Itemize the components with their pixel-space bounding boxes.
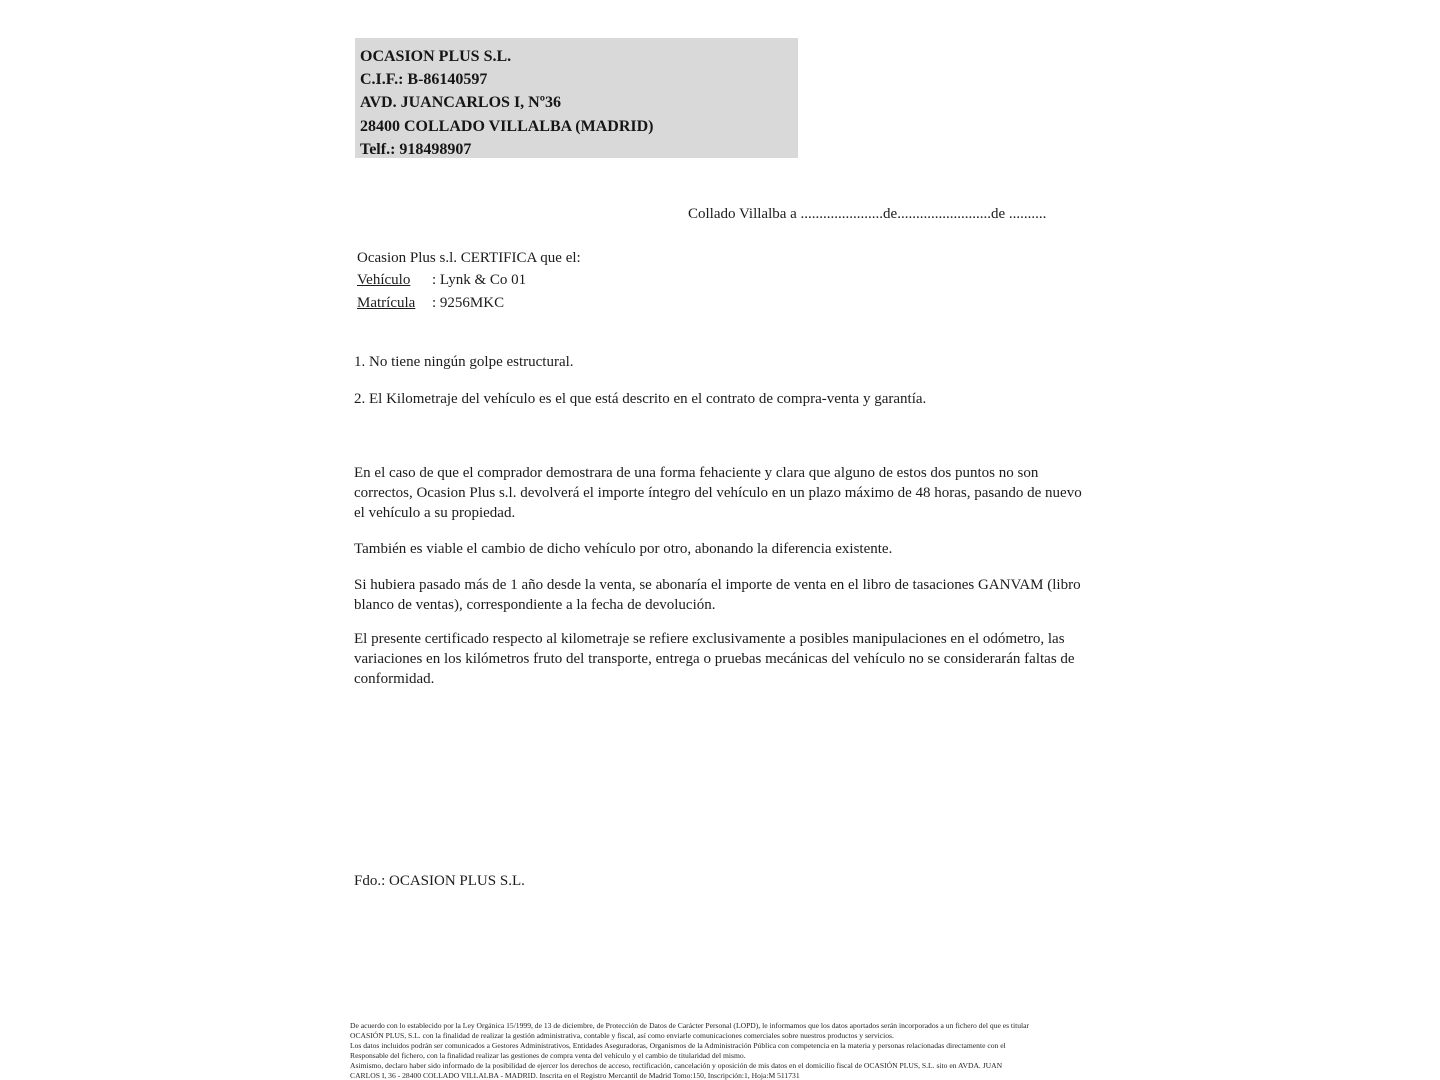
refund-paragraph: En el caso de que el comprador demostrara de una forma fehaciente y clara que alguno de estos dos puntos no son correctos, Ocasion Plus s.l. devolverá el importe íntegro del vehículo en un plazo máximo de 48 horas, pasando de nuevo el vehículo a su propiedad. (354, 465, 1082, 521)
condition-item-2: 2. El Kilometraje del vehículo es el que está descrito en el contrato de compra-venta y garantía. (354, 391, 927, 407)
company-phone: Telf.: 918498907 (360, 140, 472, 158)
company-address: AVD. JUANCARLOS I, Nº36 (360, 94, 562, 112)
legal-footer-line: Responsable del fichero, con la finalidad realizar las gestiones de compra venta del vehículo y el cambio de titularidad del mismo. (350, 1051, 746, 1060)
plate-row (357, 292, 581, 314)
company-city: 28400 COLLADO VILLALBA (MADRID) (360, 117, 654, 135)
company-header-block (355, 38, 798, 158)
condition-item-1: 1. No tiene ningún golpe estructural. (354, 354, 574, 370)
date-line: Collado Villalba a ......................de.........................de .......... (688, 206, 1047, 222)
certification-intro: Ocasion Plus s.l. CERTIFICA que el: (357, 250, 581, 266)
legal-footer (350, 1021, 1029, 1080)
plate-value: : 9256MKC (432, 294, 505, 311)
plate-label: Matrícula (357, 294, 416, 311)
vehicle-row (357, 269, 581, 291)
legal-footer-line: Asimismo, declaro haber sido informado de la posibilidad de ejercer los derechos de acceso, rectificación, cancelación y oposición de mis datos en el domicilio fiscal de OCASIÓN PLUS, S.L. sito en AVDA. JUAN (350, 1061, 1003, 1070)
signature-line: Fdo.: OCASION PLUS S.L. (354, 873, 525, 889)
ganvam-paragraph: Si hubiera pasado más de 1 año desde la venta, se abonaría el importe de venta en el libro de tasaciones GANVAM (libro blanco de ventas), correspondiente a la fecha de devolución. (354, 577, 1081, 613)
legal-footer-line: De acuerdo con lo establecido por la Ley Orgánica 15/1999, de 13 de diciembre, de Protección de Datos de Carácter Personal (LOPD), le informamos que los datos aportados serán incorporados a un fichero del que es titular (350, 1021, 1030, 1030)
legal-footer-line: CARLOS I, 36 - 28400 COLLADO VILLALBA - MADRID. Inscrita en el Registro Mercantil de Madrid Tomo:150, Inscripción:1, Hoja:M 511731 (350, 1071, 800, 1080)
legal-footer-line: OCASIÓN PLUS, S.L. con la finalidad de realizar la gestión administrativa, contable y fiscal, así como enviarle comunicaciones comerciales sobre nuestros productos y servicios. (350, 1031, 894, 1040)
odometer-paragraph: El presente certificado respecto al kilometraje se refiere exclusivamente a posibles manipulaciones en el odómetro, las variaciones en los kilómetros fruto del transporte, entrega o pruebas mecánicas del vehículo no se considerarán faltas de conformidad. (354, 631, 1075, 687)
company-name: OCASION PLUS S.L. (360, 48, 512, 65)
vehicle-value: : Lynk & Co 01 (432, 272, 527, 289)
legal-footer-line: Los datos incluidos podrán ser comunicados a Gestores Administrativos, Entidades Aseguradoras, Organismos de la Administración Pública con competencia en la materia y personas relacionadas directamente con el (350, 1041, 1006, 1050)
company-cif: C.I.F.: B-86140597 (360, 71, 488, 89)
exchange-paragraph: También es viable el cambio de dicho vehículo por otro, abonando la diferencia existente. (354, 541, 893, 557)
vehicle-label: Vehículo (357, 272, 411, 289)
certification-block (357, 247, 581, 314)
